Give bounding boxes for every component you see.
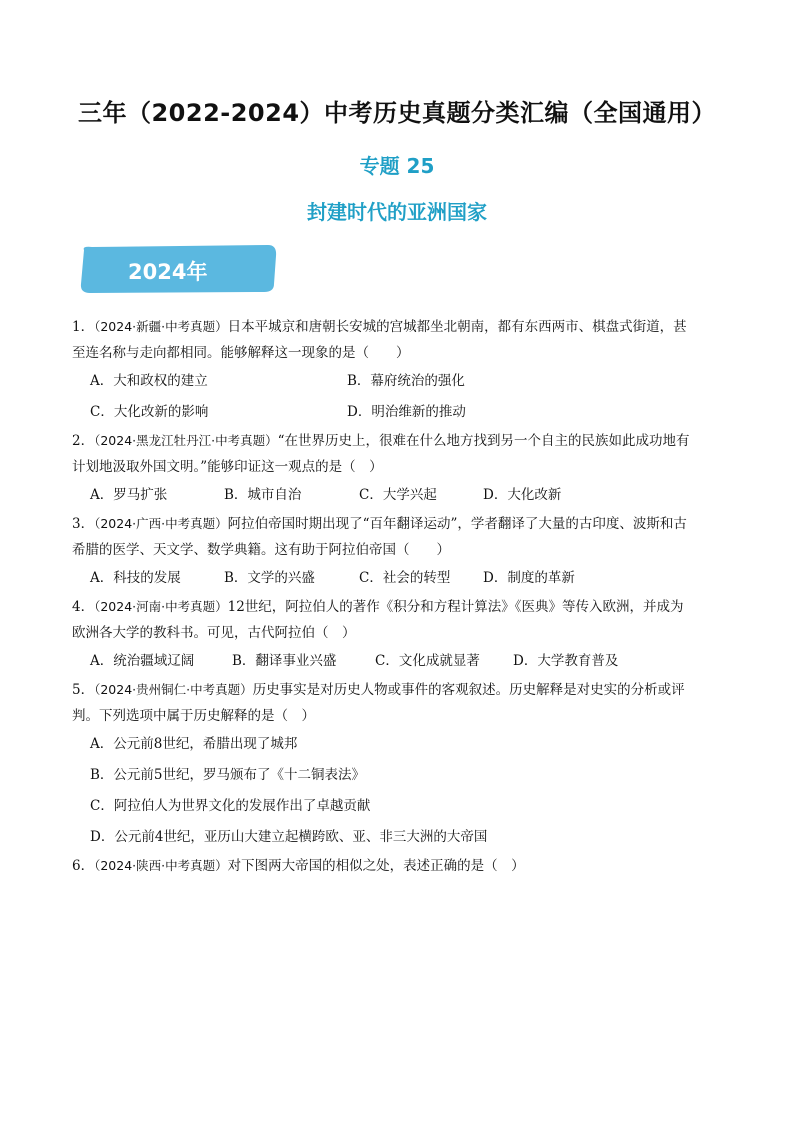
- question-stem: 3．（2024·广西·中考真题）阿拉伯帝国时期出现了“百年翻译运动”，学者翻译了大量的古印度、波斯和古: [72, 516, 687, 532]
- options: [72, 563, 732, 594]
- question-stem: 4．（2024·河南·中考真题）12世纪，阿拉伯人的著作《积分和方程计算法》《医典》等传入欧洲，并成为: [72, 599, 684, 615]
- option-a: A．罗马扩张: [90, 487, 168, 503]
- question-5: [72, 677, 732, 853]
- topic-number: 专题 25: [359, 154, 435, 178]
- option-d: D．大学教育普及: [513, 653, 619, 669]
- question-source: （2024·黑龙江牡丹江·中考真题）: [94, 433, 278, 448]
- options: [72, 366, 732, 428]
- year-label: 2024年: [128, 260, 208, 284]
- question-1: [72, 314, 732, 428]
- question-4: [72, 594, 732, 677]
- option-a: A．统治疆域辽阔: [90, 653, 195, 669]
- option-c: C．文化成就显著: [375, 653, 480, 669]
- year-badge: [78, 244, 278, 294]
- option-d: D．明治维新的推动: [347, 404, 466, 420]
- option-b: B．幕府统治的强化: [347, 373, 465, 389]
- question-3: [72, 511, 732, 594]
- option-a: A．大和政权的建立: [90, 373, 208, 389]
- question-stem-line2: 判。下列选项中属于历史解释的是（ ）: [72, 708, 315, 724]
- question-source: （2024·陕西·中考真题）: [94, 858, 228, 873]
- option-a: A．公元前8世纪，希腊出现了城邦: [90, 736, 298, 752]
- question-stem-line2: 欧洲各大学的教科书。可见，古代阿拉伯（ ）: [72, 625, 356, 641]
- option-b: B．公元前5世纪，罗马颁布了《十二铜表法》: [90, 767, 366, 783]
- option-b: B．文学的兴盛: [224, 570, 315, 586]
- option-a: A．科技的发展: [90, 570, 181, 586]
- option-c: C．阿拉伯人为世界文化的发展作出了卓越贡献: [90, 798, 371, 814]
- question-source: （2024·广西·中考真题）: [94, 516, 228, 531]
- question-stem: 5．（2024·贵州铜仁·中考真题）历史事实是对历史人物或事件的客观叙述。历史解释是对史实的分析或评: [72, 682, 685, 698]
- question-6: [72, 853, 732, 879]
- question-list: [72, 314, 732, 879]
- option-c: C．大化改新的影响: [90, 404, 209, 420]
- question-stem-line2: 希腊的医学、天文学、数学典籍。这有助于阿拉伯帝国（ ）: [72, 542, 450, 558]
- option-d: D．制度的革新: [483, 570, 575, 586]
- option-d: D．大化改新: [483, 487, 562, 503]
- option-c: C．社会的转型: [359, 570, 451, 586]
- question-stem-line2: 至连名称与走向都相同。能够解释这一现象的是（ ）: [72, 345, 410, 361]
- options: [72, 646, 732, 677]
- option-d: D．公元前4世纪，亚历山大建立起横跨欧、亚、非三大洲的大帝国: [90, 829, 488, 845]
- question-2: [72, 428, 732, 511]
- option-c: C．大学兴起: [359, 487, 437, 503]
- document-title: 三年（2022-2024）中考历史真题分类汇编（全国通用）: [77, 99, 717, 127]
- question-source: （2024·河南·中考真题）: [94, 599, 228, 614]
- question-stem: 6．（2024·陕西·中考真题）对下图两大帝国的相似之处，表述正确的是（ ）: [72, 858, 525, 874]
- question-source: （2024·新疆·中考真题）: [94, 319, 228, 334]
- topic-subtitle: 封建时代的亚洲国家: [307, 200, 487, 224]
- question-stem: 2．（2024·黑龙江牡丹江·中考真题）“在世界历史上，很难在什么地方找到另一个自主的民族如此成功地有: [72, 433, 690, 449]
- question-source: （2024·贵州铜仁·中考真题）: [94, 682, 253, 697]
- option-b: B．城市自治: [224, 487, 302, 503]
- question-stem: 1．（2024·新疆·中考真题）日本平城京和唐朝长安城的宫城都坐北朝南，都有东西两市、棋盘式街道，甚: [72, 319, 687, 335]
- options: [72, 480, 732, 511]
- option-b: B．翻译事业兴盛: [232, 653, 337, 669]
- question-stem-line2: 计划地汲取外国文明。”能够印证这一观点的是（ ）: [72, 459, 383, 475]
